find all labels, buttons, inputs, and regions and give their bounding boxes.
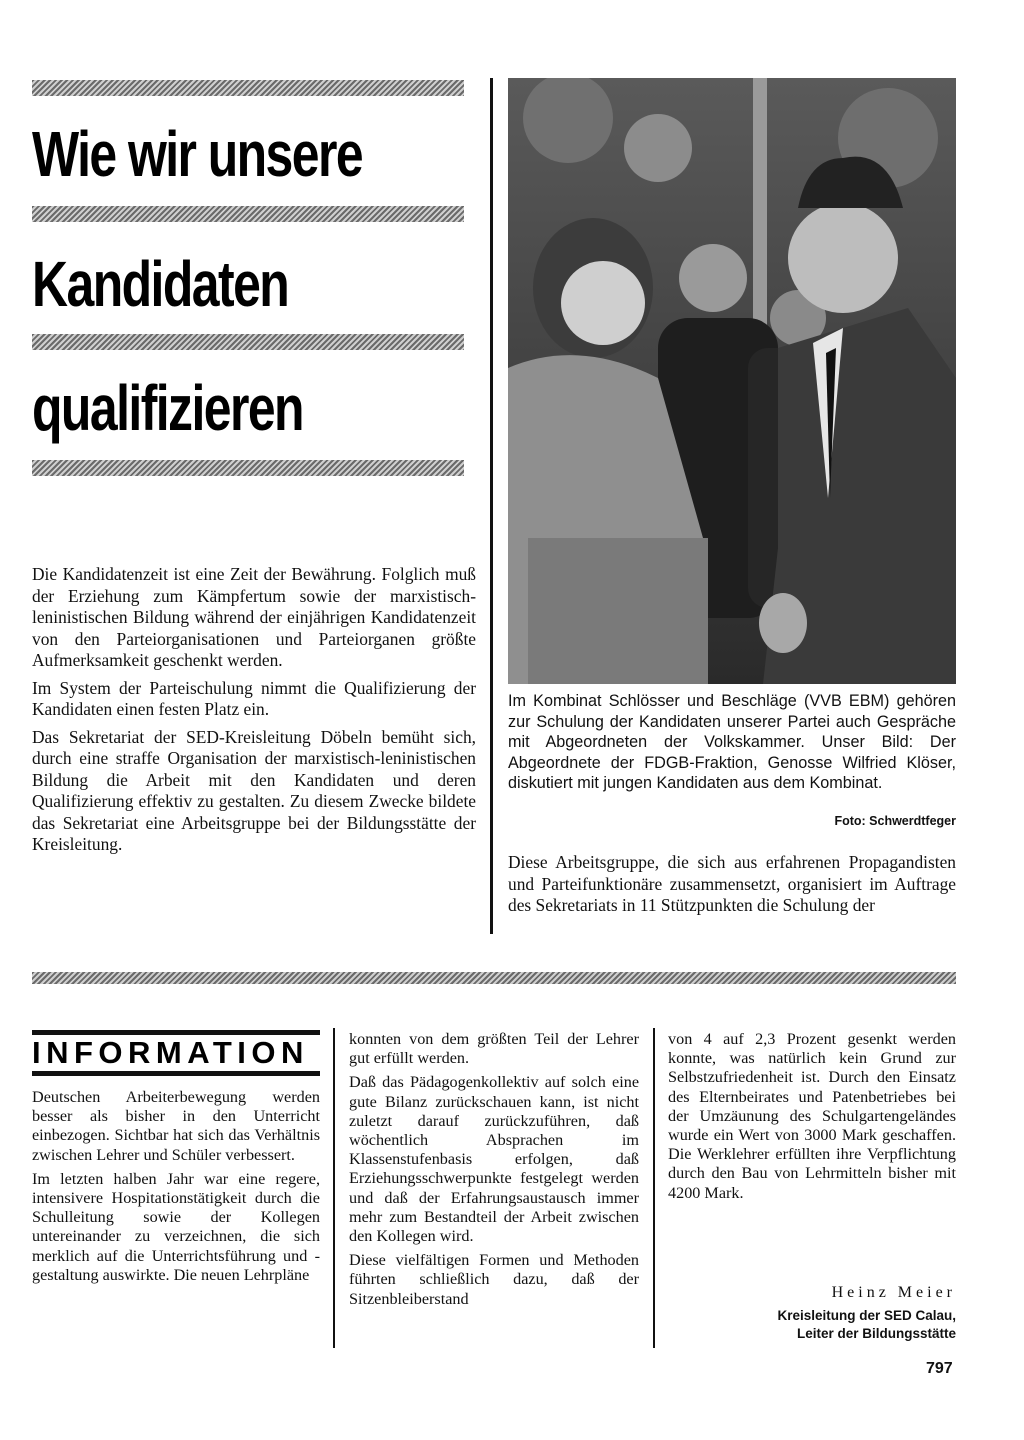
hatched-bar-3 — [32, 334, 464, 350]
information-column-2 — [349, 1030, 639, 1314]
hatched-bar-4 — [32, 460, 464, 476]
article-right-column — [508, 852, 956, 923]
information-col1-paragraph-1: Deutschen Arbeiterbewegung werden besser als bisher in den Unterricht einbezogen. Sichtbar hat sich das Verhältnis zwischen Lehrer und Schüler verbessert. — [32, 1088, 320, 1164]
information-col2-paragraph-1: konnten von dem größten Teil der Lehrer gut erfüllt werden. — [349, 1030, 639, 1068]
article-paragraph-4: Diese Arbeitsgruppe, die sich aus erfahrenen Propagandisten und Parteifunktionäre zusammensetzt, organisiert im Auftrage des Sekretariats in 11 Stützpunkten die Schulung der — [508, 852, 956, 915]
information-col3-paragraph-1: von 4 auf 2,3 Prozent gesenkt werden konnte, was natürlich kein Grund zur Selbstzufriedenheit ist. Durch den Einsatz des Elternbeirates und Patenbetriebes bei der Umzäunung des Schulgartengeländes wurde ein Wert von 3000 Mark geschaffen. Die Werklehrer erfüllten ihre Verpflichtung durch den Bau von Lehrmitteln bisher mit 4200 Mark. — [668, 1030, 956, 1202]
page-number: 797 — [926, 1360, 953, 1377]
section-divider — [32, 972, 956, 984]
information-col1-paragraph-2: Im letzten halben Jahr war eine regere, intensivere Hospitationstätigkeit durch die Schulleitung sowie der Kollegen untereinander zu verzeichnen, die sich merklich auf die Unterrichtsführung und -gestaltung auswirkte. Die neuen Lehrpläne — [32, 1169, 320, 1284]
article-paragraph-1: Die Kandidatenzeit ist eine Zeit der Bewährung. Folglich muß der Erziehung zum Kämpfertum sowie der marxistisch-leninistischen Bildung während der einjährigen Kandidatenzeit von den Parteiorganisationen und Parteiorganen größte Aufmerksamkeit geschenkt werden. — [32, 564, 476, 670]
affiliation-line-2: Leiter der Bildungsstätte — [796, 1326, 956, 1341]
photo-caption — [508, 691, 956, 794]
information-col2-paragraph-2: Daß das Pädagogenkollektiv auf solch eine gute Bilanz zurückschauen kann, ist nicht zuletzt darauf zurückzuführen, daß wöchentlich Absprachen im Klassenstufenbasis erfolgen, daß Erziehungsschwerpunkte festgelegt werden und daß der Erfahrungsaustausch immer mehr zum Bestandteil der Arbeit zwischen den Kollegen wird. — [349, 1073, 639, 1246]
article-paragraph-2: Im System der Parteischulung nimmt die Qualifizierung der Kandidaten einen festen Platz ein. — [32, 677, 476, 719]
article-photo — [508, 78, 956, 684]
article-left-column — [32, 564, 476, 862]
photo-caption-text: Im Kombinat Schlösser und Beschläge (VVB EBM) gehören zur Schulung der Kandidaten unserer Partei auch Gespräche mit Abgeordneten der Volkskammer. Unser Bild: Der Abgeordnete der FDGB-Fraktion, Genosse Wilfried Klöser, diskutiert mit jungen Kandidaten aus dem Kombinat. — [508, 692, 956, 792]
information-column-1 — [32, 1088, 320, 1290]
information-col2-paragraph-3: Diese vielfältigen Formen und Methoden führten schließlich dazu, daß der Sitzenbleiberstand — [349, 1251, 639, 1308]
headline-line-2: Kandidaten — [32, 248, 289, 320]
photo-credit: Foto: Schwerdtfeger — [834, 814, 956, 828]
affiliation-line-1: Kreisleitung der SED Calau, — [777, 1308, 956, 1323]
photo-illustration — [508, 78, 956, 684]
column-rule-info-2 — [653, 1028, 655, 1348]
article-paragraph-3: Das Sekretariat der SED-Kreisleitung Döbeln bemüht sich, durch eine straffe Organisation der marxistisch-leninistischen Bildung die Arbeit mit den Kandidaten und deren Qualifizierung effektiv zu gestalten. Zu diesem Zwecke bildete das Sekretariat eine Arbeitsgruppe bei der Bildungsstätte der Kreisleitung. — [32, 726, 476, 854]
information-title: INFORMATION — [32, 1030, 320, 1076]
hatched-bar-1 — [32, 80, 464, 96]
author-name: Heinz Meier — [831, 1284, 956, 1301]
author-affiliation — [777, 1307, 956, 1343]
headline-line-3: qualifizieren — [32, 372, 303, 444]
column-rule-info-1 — [333, 1028, 335, 1348]
hatched-bar-2 — [32, 206, 464, 222]
headline-line-1: Wie wir unsere — [32, 118, 363, 190]
column-rule-top — [490, 78, 493, 934]
information-column-3 — [668, 1030, 956, 1208]
